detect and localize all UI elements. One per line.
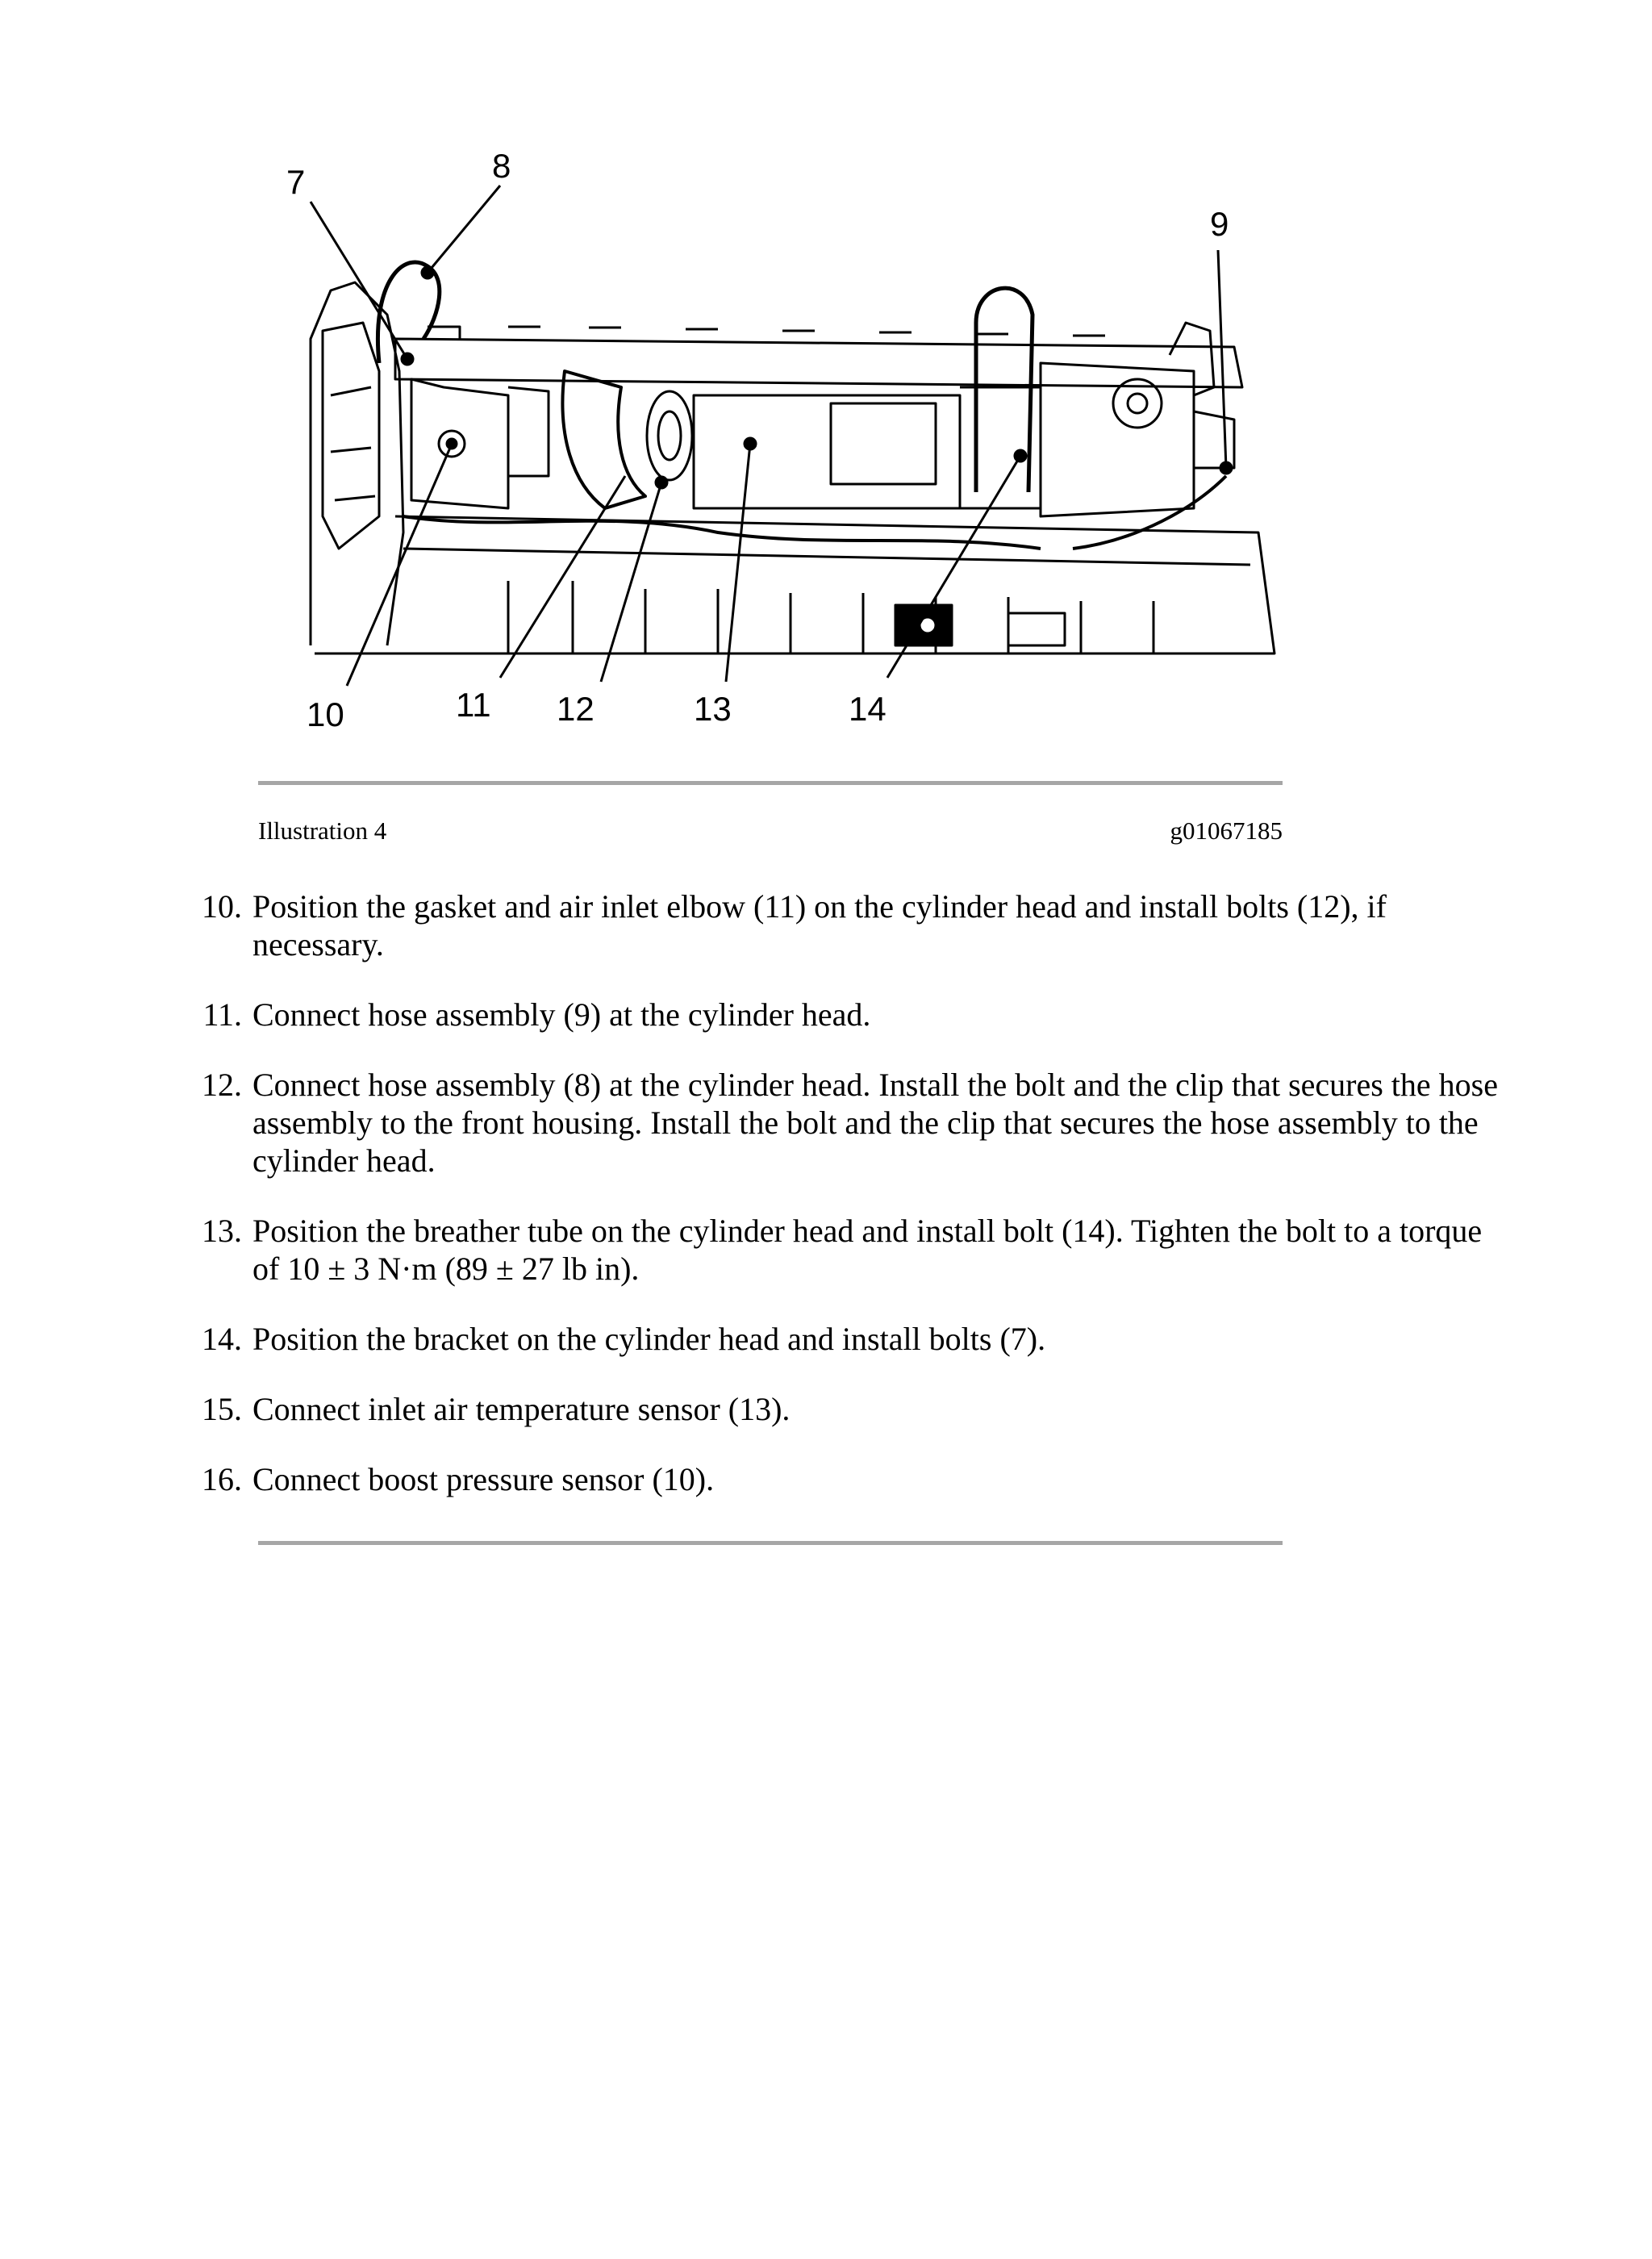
- step-text: Connect hose assembly (8) at the cylinder head. Install the bolt and the clip that secures the hose assembly to the front housing. Install the bolt and the clip that secures the hose assembly to the cylinder head.: [252, 1067, 1498, 1179]
- illustration-label: Illustration 4: [258, 816, 387, 845]
- callout-leaders: [311, 186, 1226, 686]
- illustration-caption: [258, 816, 1283, 852]
- step-text: Position the bracket on the cylinder head and install bolts (7).: [252, 1321, 1046, 1357]
- engine-line-drawing: [266, 129, 1315, 758]
- step-number: 14.: [202, 1321, 242, 1357]
- step-text: Position the breather tube on the cylinder head and install bolt (14). Tighten the bolt to a torque of 10 ± 3 N·m (89 ± 27 lb in).: [252, 1213, 1483, 1287]
- callout-7: 7: [286, 163, 306, 201]
- step-text: Connect boost pressure sensor (10).: [252, 1461, 715, 1497]
- step-10: [0, 887, 1652, 963]
- callout-8: 8: [492, 147, 511, 185]
- step-number: 10.: [202, 888, 242, 925]
- step-number: 13.: [202, 1213, 242, 1249]
- step-number: 12.: [202, 1067, 242, 1103]
- step-text: Position the gasket and air inlet elbow (11) on the cylinder head and install bolts (12), if necessary.: [252, 888, 1387, 962]
- callout-10: 10: [307, 695, 344, 733]
- step-15: [0, 1390, 1652, 1428]
- step-text: Connect hose assembly (9) at the cylinder head.: [252, 996, 871, 1033]
- graphic-id: g01067185: [1170, 816, 1283, 845]
- callout-9: 9: [1210, 205, 1229, 243]
- callout-14: 14: [849, 690, 886, 728]
- callout-12: 12: [557, 690, 594, 728]
- step-12: [0, 1066, 1652, 1180]
- step-13: [0, 1212, 1652, 1288]
- procedure-steps: [0, 887, 1652, 1530]
- step-number: 15.: [202, 1391, 242, 1427]
- step-16: [0, 1460, 1652, 1498]
- step-11: [0, 996, 1652, 1033]
- engine-outline: [311, 262, 1274, 653]
- callout-11: 11: [456, 686, 491, 724]
- step-number: 11.: [202, 996, 242, 1033]
- callout-13: 13: [694, 690, 732, 728]
- section-bottom-divider: [258, 1541, 1283, 1545]
- step-number: 16.: [202, 1461, 242, 1497]
- step-text: Connect inlet air temperature sensor (13).: [252, 1391, 791, 1427]
- caption-top-divider: [258, 781, 1283, 785]
- step-14: [0, 1320, 1652, 1358]
- engine-illustration: [266, 129, 1315, 758]
